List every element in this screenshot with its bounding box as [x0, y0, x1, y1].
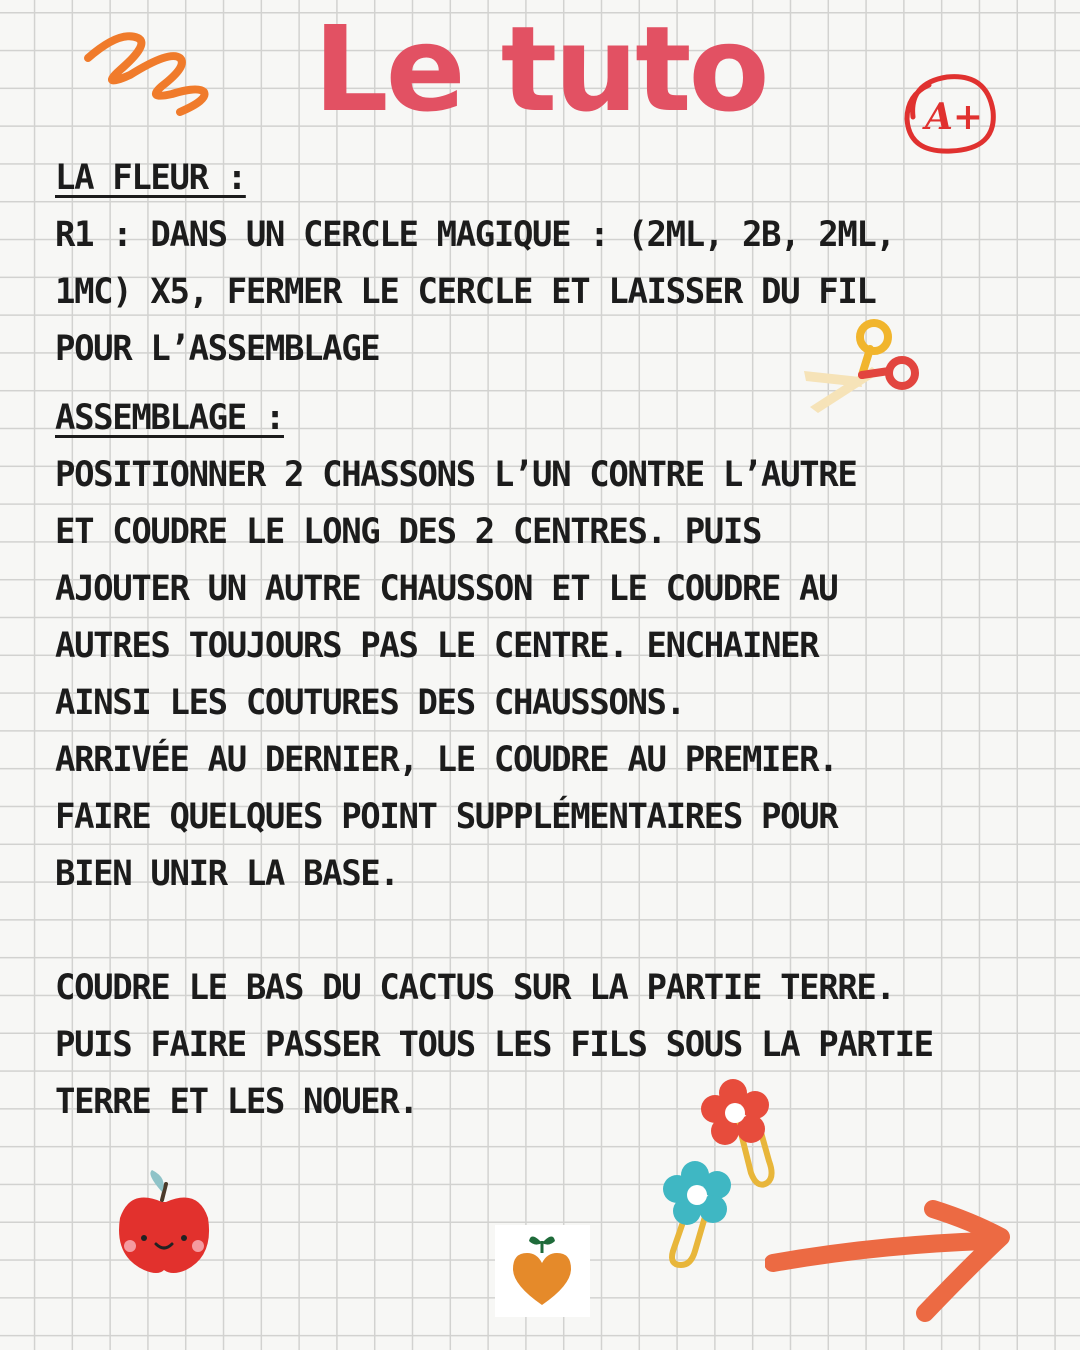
arrow-icon [765, 1195, 1015, 1325]
grade-stamp-icon [895, 65, 1005, 160]
text-line: PUIS FAIRE PASSER TOUS LES FILS SOUS LA PARTIE [55, 1025, 933, 1065]
apple-icon [110, 1170, 220, 1280]
text-line: FAIRE QUELQUES POINT SUPPLÉMENTAIRES POUR [55, 797, 838, 837]
section-heading-fleur: LA FLEUR : [55, 158, 246, 198]
text-line: COUDRE LE BAS DU CACTUS SUR LA PARTIE TERRE. [55, 968, 895, 1008]
squiggle-icon [80, 20, 220, 120]
text-line: ARRIVÉE AU DERNIER, LE COUDRE AU PREMIER. [55, 740, 838, 780]
text-line: ET COUDRE LE LONG DES 2 CENTRES. PUIS [55, 512, 762, 552]
heart-leaf-logo [495, 1225, 590, 1317]
text-line: R1 : DANS UN CERCLE MAGIQUE : (2ML, 2B, 2ML, [55, 215, 895, 255]
text-line: POUR L’ASSEMBLAGE [55, 329, 380, 369]
page-title: Le tuto [313, 0, 767, 138]
text-line: AUTRES TOUJOURS PAS LE CENTRE. ENCHAINER [55, 626, 819, 666]
scissors-icon [800, 315, 925, 415]
tutorial-text [55, 150, 1015, 1131]
section-heading-assemblage: ASSEMBLAGE : [55, 398, 284, 438]
text-line: TERRE ET LES NOUER. [55, 1082, 418, 1122]
text-line: POSITIONNER 2 CHASSONS L’UN CONTRE L’AUTRE [55, 455, 857, 495]
text-line: AJOUTER UN AUTRE CHAUSSON ET LE COUDRE AU [55, 569, 838, 609]
text-line: 1MC) X5, FERMER LE CERCLE ET LAISSER DU FIL [55, 272, 876, 312]
grade-text: A+ [925, 96, 984, 138]
text-line: AINSI LES COUTURES DES CHAUSSONS. [55, 683, 685, 723]
text-line: BIEN UNIR LA BASE. [55, 854, 399, 894]
